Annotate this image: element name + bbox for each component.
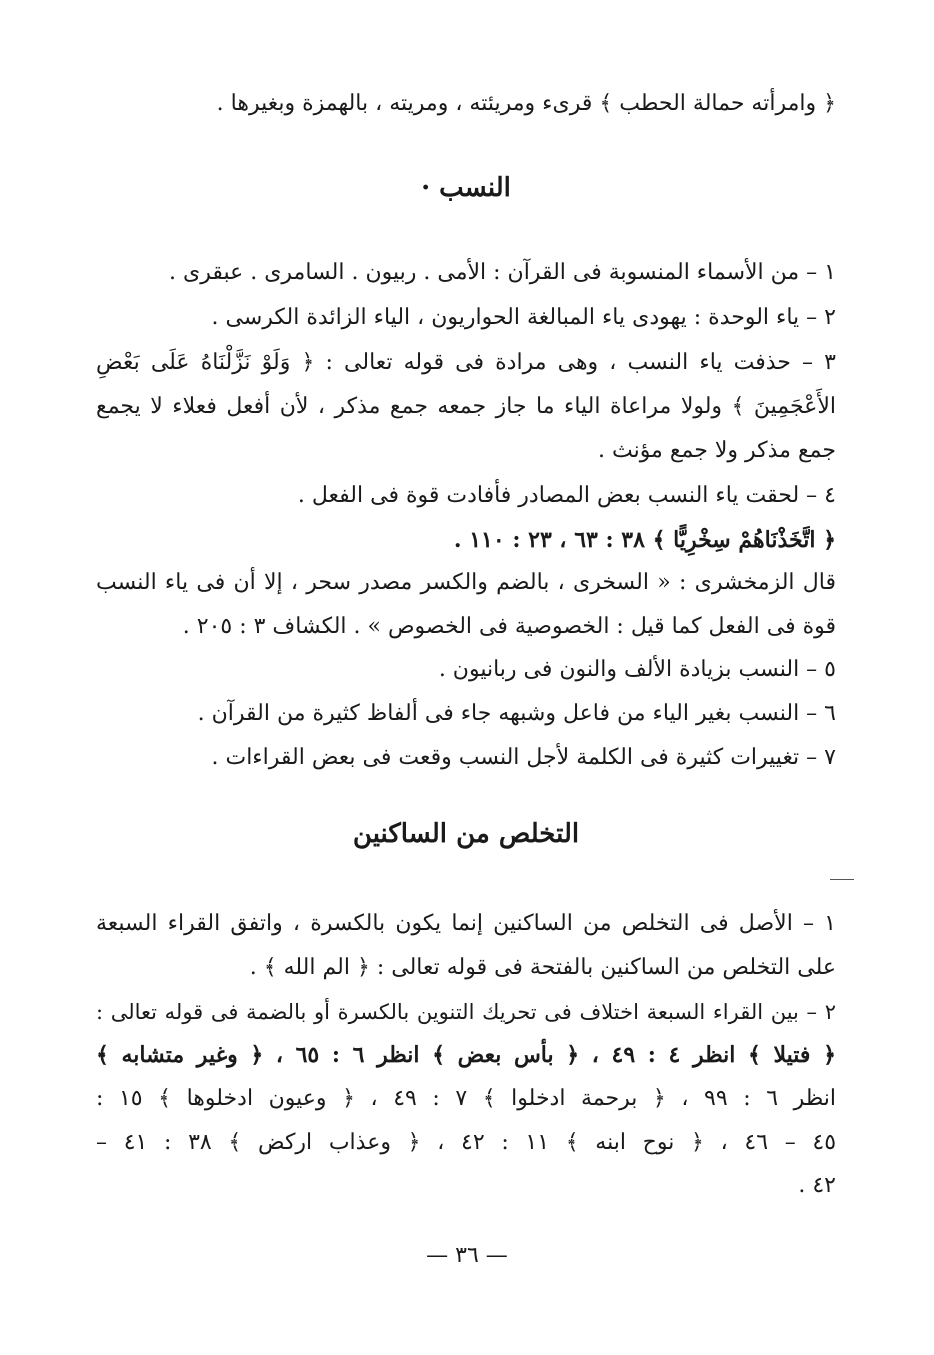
section-heading-takhallus: التخلص من الساكنين (352, 819, 580, 849)
text-line: ٢ – بين القراء السبعة اختلاف فى تحريك التنوين بالكسرة أو بالضمة فى قوله تعالى : (96, 1000, 836, 1024)
text-line: قال الزمخشرى : « السخرى ، بالضم والكسر مصدر سحر ، إلا أن فى ياء النسب (96, 570, 836, 595)
text-line: على التخلص من الساكنين بالفتحة فى قوله تعالى : ﴿ الم الله ﴾ . (249, 955, 836, 980)
text-line: انظر ٦ : ٩٩ ، ﴿ برحمة ادخلوا ﴾ ٧ : ٤٩ ، ﴿ وعيون ادخلوها ﴾ ١٥ : (96, 1086, 836, 1111)
text-line: ٤٢ . (798, 1173, 836, 1198)
text-line: ٣ – حذفت ياء النسب ، وهى مرادة فى قوله تعالى : ﴿ وَلَوْ نَزَّلْنَاهُ عَلَى بَعْضِ (96, 350, 836, 375)
text-line: ٢ – ياء الوحدة : يهودى ياء المبالغة الحواريون ، الياء الزائدة الكرسى . (211, 305, 836, 330)
text-line: ٤ – لحقت ياء النسب بعض المصادر فأفادت قوة فى الفعل . (297, 483, 836, 508)
text-line: ﴿ وامرأته حمالة الحطب ﴾ قرىء ومريئته ، ومريته ، بالهمزة وبغيرها . (216, 91, 836, 116)
text-line: الأَعْجَمِينَ ﴾ ولولا مراعاة الياء ما جاز جمعه جمع مذكر ، لأن أفعل فعلاء لا يجمع (96, 394, 836, 419)
text-line: جمع مذكر ولا جمع مؤنث . (597, 438, 836, 463)
section-heading-nasab: النسب · (421, 173, 511, 203)
page-body (96, 0, 836, 1355)
text-line: ﴿ اتَّخَذْنَاهُمْ سِخْرِيًّا ﴾ ٣٨ : ٦٣ ، ٢٣ : ١١٠ . (453, 527, 836, 553)
text-line: ١ – من الأسماء المنسوبة فى القرآن : الأمى . ربيون . السامرى . عبقرى . (168, 260, 836, 285)
text-line: ١ – الأصل فى التخلص من الساكنين إنما يكون بالكسرة ، واتفق القراء السبعة (96, 911, 836, 936)
text-line: ٤٥ – ٤٦ ، ﴿ نوح ابنه ﴾ ١١ : ٤٢ ، ﴿ وعذاب اركض ﴾ ٣٨ : ٤١ – (96, 1130, 836, 1155)
text-line: ٧ – تغييرات كثيرة فى الكلمة لأجل النسب وقعت فى بعض القراءات . (211, 745, 836, 770)
text-line: ﴿ فتيلا ﴾ انظر ٤ : ٤٩ ، ﴿ بأس بعض ﴾ انظر ٦ : ٦٥ ، ﴿ وغير متشابه ﴾ (96, 1042, 836, 1068)
text-line: قوة فى الفعل كما قيل : الخصوصية فى الخصوص » . الكشاف ٣ : ٢٠٥ . (182, 614, 836, 639)
margin-mark (830, 879, 854, 880)
page-number: — ٣٦ — (426, 1243, 508, 1268)
text-line: ٥ – النسب بزيادة الألف والنون فى ربانيون . (438, 657, 836, 682)
text-line: ٦ – النسب بغير الياء من فاعل وشبهه جاء فى ألفاظ كثيرة من القرآن . (197, 701, 836, 726)
